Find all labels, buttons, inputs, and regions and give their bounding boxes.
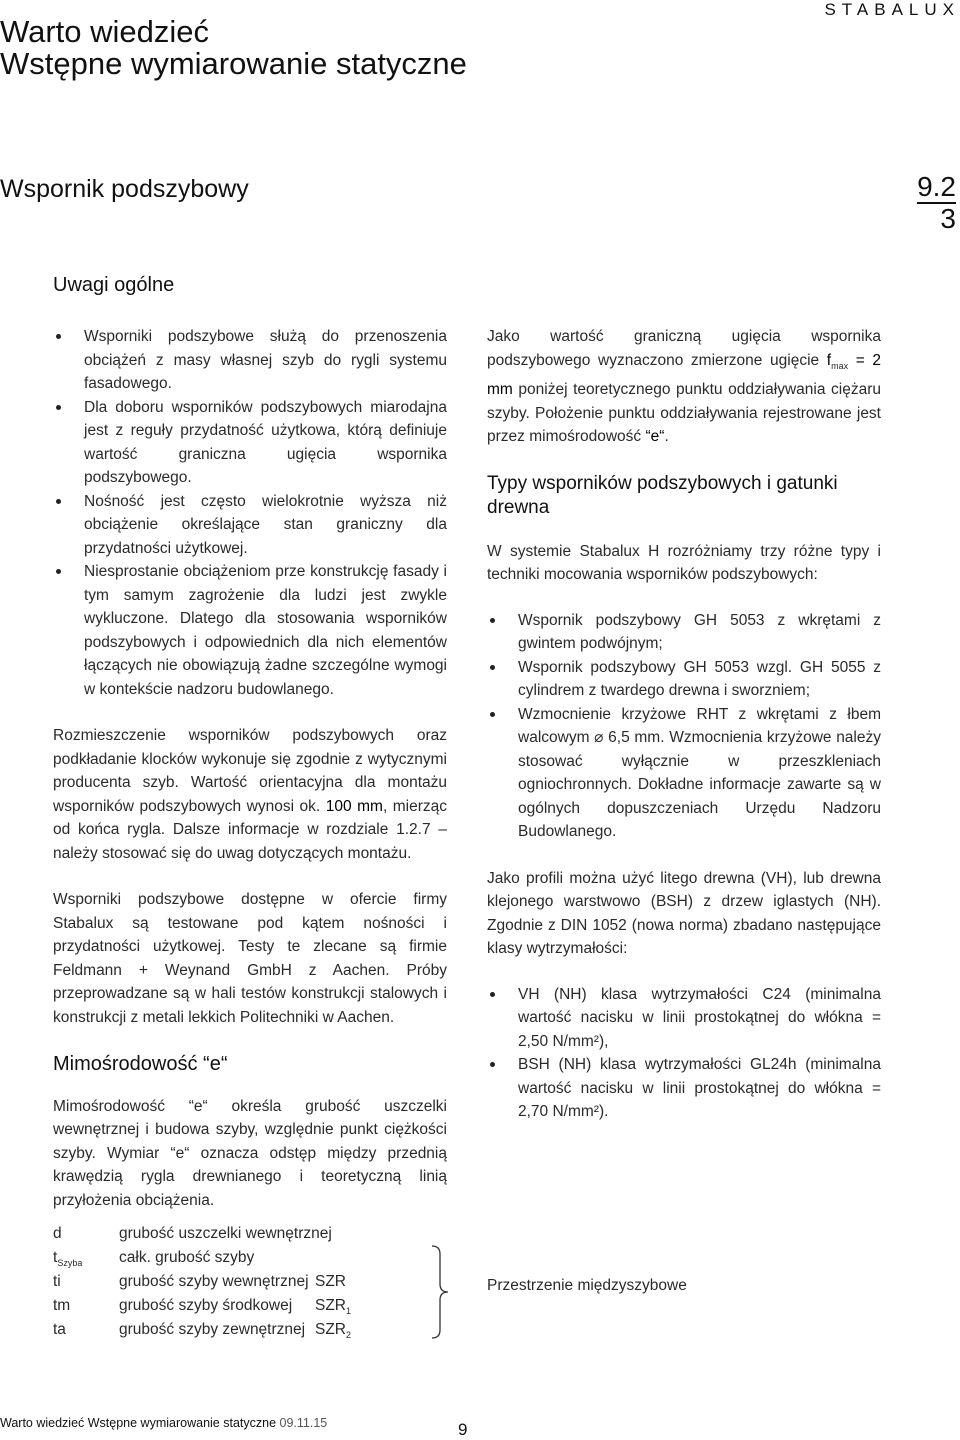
legend-symbol-text: t — [53, 1249, 58, 1266]
legend-table — [53, 1225, 473, 1355]
legend-symbol: ti — [53, 1273, 61, 1290]
legend-code — [315, 1297, 351, 1316]
section-title: Wspornik podszybowy — [0, 175, 249, 203]
legend-code-text: SZR — [315, 1273, 346, 1290]
legend-code-sub: 2 — [346, 1330, 352, 1340]
symbol-e: “e“ — [645, 428, 665, 445]
bracket-types-list — [487, 609, 881, 844]
stabalux-logo: STABALUX — [824, 0, 960, 19]
paragraph-testing: Wsporniki podszybowe dostępne w ofercie firmy Stabalux są testowane pod kątem nośności i przydatności użytkowej. Testy te zlecane są firmie Feldmann + Weynand GmbH z Aachen. Próby przeprowadzane są w hali testów konstrukcji stalowych i konstrukcji z metali lekkich Politechniki w Aachen. — [53, 891, 447, 1026]
legend-desc: całk. grubość szyby — [119, 1249, 255, 1266]
curly-brace-icon — [430, 1244, 452, 1340]
legend-desc: grubość szyby wewnętrznej — [119, 1273, 309, 1290]
paragraph-wood: Jako profili można użyć litego drewna (VH), lub drewna klejonego warstwowo (BSH) z drzew iglastych (NH). Zgodnie z DIN 1052 (nowa norma) zbadano następujące klasy wytrzymałości: — [487, 869, 881, 957]
legend-code — [315, 1273, 346, 1291]
legend-brace-label: Przestrzenie międzyszybowe — [487, 1277, 687, 1294]
left-column — [53, 325, 447, 1212]
heading-types: Typy wsporników podszybowych i gatunki drewna — [487, 472, 838, 518]
legend-code-sub: 1 — [346, 1306, 352, 1316]
list-item: Nośność jest często wielokrotnie wyższa niż obciążenie określające stan graniczny dla przydatności użytkowej. — [53, 490, 447, 561]
list-item: Niesprostanie obciążeniom prze konstrukcję fasady i tym samym zagrożenie dla ludzi jest zwykle wykluczone. Dlatego dla stosowania wsporników podszybowych i odpowiednich dla nich elementów łączących nie obowiązują żadne szczególne wymogi w kontekście nadzoru budowlanego. — [53, 560, 447, 701]
footer-text — [0, 1416, 327, 1430]
value-100mm: 100 mm — [325, 797, 383, 815]
paragraph-types-intro: W systemie Stabalux H rozróżniamy trzy różne typy i techniki mocowania wsporników podszybowych: — [487, 542, 881, 583]
symbol-f-sub: max — [831, 360, 849, 371]
list-item: Wspornik podszybowy GH 5053 z wkrętami z gwintem podwójnym; — [487, 609, 881, 656]
text-span: poniżej teoretycznego punktu oddziaływania ciężaru szyby. Położenie punktu oddziaływania rejestrowane jest przez mimośrodowość — [487, 381, 881, 445]
heading-eccentricity: Mimośrodowość “e“ — [53, 1053, 228, 1075]
text-span: Jako wartość graniczną ugięcia wspornika podszybowego wyznaczono zmierzone ugięcie — [487, 328, 881, 369]
list-item: Dla doboru wsporników podszybowych miarodajna jest z reguły przydatność użytkowa, którą definiuje wartość graniczna ugięcia wspornika podszybowego. — [53, 396, 447, 490]
legend-desc: grubość uszczelki wewnętrznej — [119, 1225, 332, 1242]
value-2mm: = 2 mm — [487, 351, 881, 398]
legend-desc: grubość szyby środkowej — [119, 1297, 293, 1314]
text-span: . — [664, 428, 669, 445]
symbol-f: f — [826, 351, 832, 369]
legend-code-text: SZR — [315, 1321, 346, 1338]
strength-classes-list — [487, 983, 881, 1124]
legend-desc: grubość szyby zewnętrznej — [119, 1321, 306, 1338]
right-column — [487, 325, 881, 1124]
chapter-subnumber: 3 — [940, 203, 956, 234]
paragraph-eccentricity: Mimośrodowość “e“ określa grubość uszczelki wewnętrznej i budowa szyby, względnie punkt ciężkości szyby. Wymiar “e“ oznacza odstęp między przednią krawędzią rygla drewnianego i teoretyczną linią przyłożenia obciążenia. — [53, 1097, 447, 1209]
list-item: Wspornik podszybowy GH 5053 wzgl. GH 5055 z cylindrem z twardego drewna i sworzniem; — [487, 656, 881, 703]
chapter-number-block — [917, 172, 956, 234]
header-title-line2: Wstępne wymiarowanie statyczne — [0, 46, 467, 81]
legend-code — [315, 1321, 351, 1340]
list-item: VH (NH) klasa wytrzymałości C24 (minimalna wartość nacisku w linii prostokątnej do włókna = 2,50 N/mm²), — [487, 983, 881, 1054]
list-item: Wzmocnienie krzyżowe RHT z wkrętami z łbem walcowym ⌀ 6,5 mm. Wzmocnienia krzyżowe należy stosować wyłącznie w przeszkleniach ogniochronnych. Dokładne informacje zawarte są w ogólnych dopuszczeniach Urzędu Nadzoru Budowlanego. — [487, 703, 881, 844]
paragraph-bracket-placement — [53, 724, 447, 865]
legend-code-text: SZR — [315, 1297, 346, 1314]
heading-general-remarks: Uwagi ogólne — [53, 274, 175, 296]
chapter-number: 9.2 — [917, 171, 956, 202]
footer-title: Warto wiedzieć Wstępne wymiarowanie statyczne — [0, 1416, 277, 1430]
list-item: Wsporniki podszybowe służą do przenoszenia obciążeń z masy własnej szyb do rygli systemu fasadowego. — [53, 325, 447, 396]
legend-symbol-sub: Szyba — [57, 1258, 83, 1268]
text-span: Rozmieszczenie wsporników podszybowych oraz podkładanie klocków wykonuje się zgodnie z wytycznymi producenta szyb. Wartość orientacyjna dla montażu wsporników podszybowych wynosi ok. — [53, 727, 447, 815]
header-title-line1: Warto wiedzieć — [0, 14, 210, 49]
paragraph-deflection — [487, 325, 881, 449]
page-number: 9 — [458, 1420, 468, 1439]
general-remarks-list — [53, 325, 447, 701]
legend-symbol: tm — [53, 1297, 71, 1314]
legend-symbol: ta — [53, 1321, 66, 1338]
legend-symbol — [53, 1249, 82, 1268]
list-item: BSH (NH) klasa wytrzymałości GL24h (minimalna wartość nacisku w linii prostokątnej do włókna = 2,70 N/mm²). — [487, 1053, 881, 1124]
footer-date: 09.11.15 — [279, 1416, 328, 1430]
legend-symbol: d — [53, 1225, 62, 1242]
text-span: , mierząc od końca rygla. Dalsze informacje w rozdziale 1.2.7 – należy stosować się do uwag dotyczących montażu. — [53, 797, 448, 862]
